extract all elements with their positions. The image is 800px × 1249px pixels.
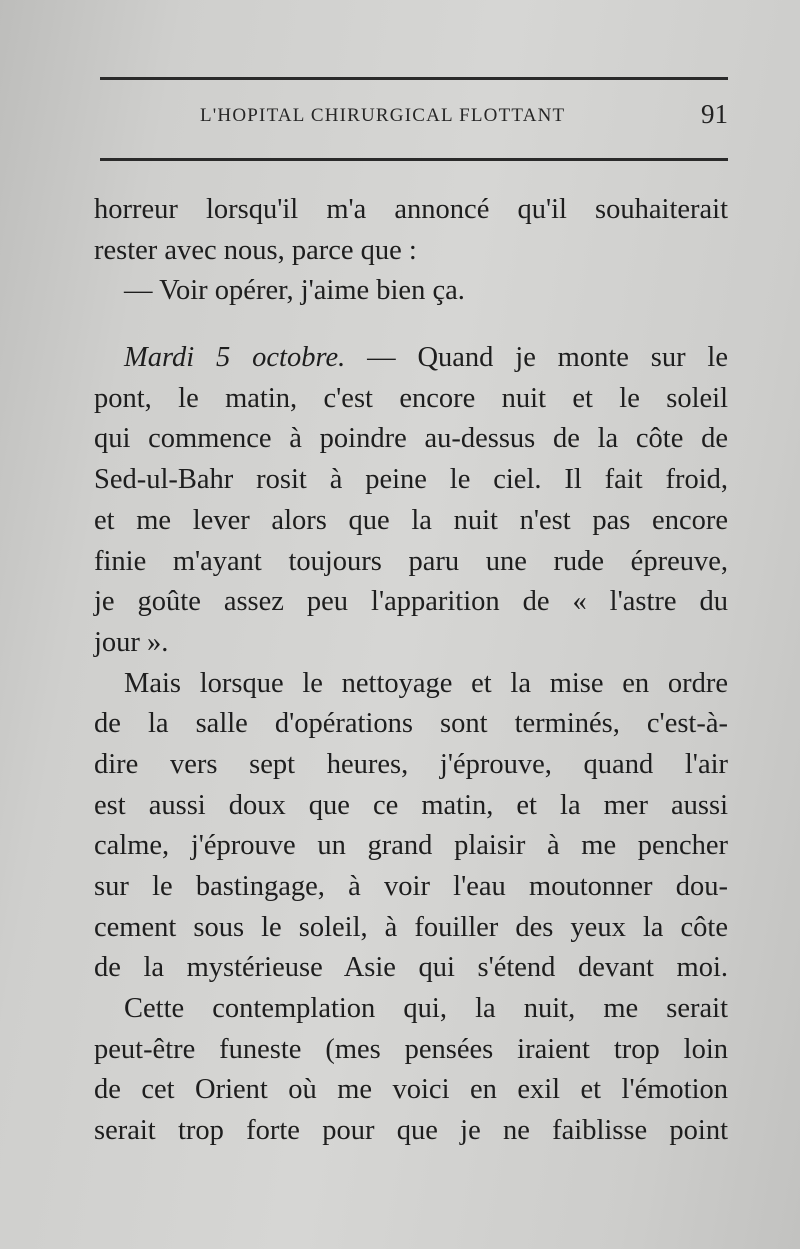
text-line: — Quand je monte sur le — [367, 342, 729, 374]
date-heading: Mardi 5 octobre. — [124, 342, 346, 374]
text-line: de la mystérieuse Asie qui s'étend devant moi. — [94, 952, 728, 984]
body-text — [94, 190, 728, 1152]
text-line: Sed-ul-Bahr rosit à peine le ciel. Il fait froid, — [94, 464, 728, 496]
page-number: 91 — [701, 99, 728, 129]
running-head — [100, 97, 728, 137]
header-top-rule — [100, 77, 728, 80]
running-title: L'HOPITAL CHIRURGICAL FLOTTANT — [200, 105, 566, 126]
text-line: horreur lorsqu'il m'a annoncé qu'il souhaiterait — [94, 194, 728, 225]
text-line: de cet Orient où me voici en exil et l'émotion — [94, 1074, 728, 1106]
text-line: — Voir opérer, j'aime bien ça. — [124, 275, 465, 307]
text-line: sur le bastingage, à voir l'eau moutonner dou- — [94, 871, 728, 902]
text-line: dire vers sept heures, j'éprouve, quand l'air — [94, 748, 728, 780]
text-line: rester avec nous, parce que : — [94, 234, 417, 266]
text-line: peut-être funeste (mes pensées iraient trop loin — [94, 1033, 728, 1065]
text-line: je goûte assez peu l'apparition de « l'astre du — [94, 586, 728, 618]
text-line: Mais lorsque le nettoyage et la mise en ordre — [124, 667, 728, 699]
text-line: et me lever alors que la nuit n'est pas encore — [94, 504, 728, 536]
text-line: jour ». — [94, 626, 169, 658]
paragraph-gap — [94, 312, 728, 338]
header-bottom-rule — [100, 158, 728, 161]
text-line: est aussi doux que ce matin, et la mer aussi — [94, 789, 728, 821]
text-line: Cette contemplation qui, la nuit, me serait — [124, 993, 728, 1025]
text-line: qui commence à poindre au-dessus de la côte de — [94, 423, 728, 455]
text-line: de la salle d'opérations sont terminés, c'est-à- — [94, 708, 728, 740]
text-line: pont, le matin, c'est encore nuit et le soleil — [94, 382, 728, 414]
text-line: cement sous le soleil, à fouiller des yeux la côte — [94, 911, 728, 943]
dated-entry-first-line — [94, 338, 728, 379]
text-line: serait trop forte pour que je ne faiblisse point — [94, 1115, 728, 1147]
text-line: finie m'ayant toujours paru une rude épreuve, — [94, 545, 728, 577]
text-line: calme, j'éprouve un grand plaisir à me pencher — [94, 830, 728, 862]
